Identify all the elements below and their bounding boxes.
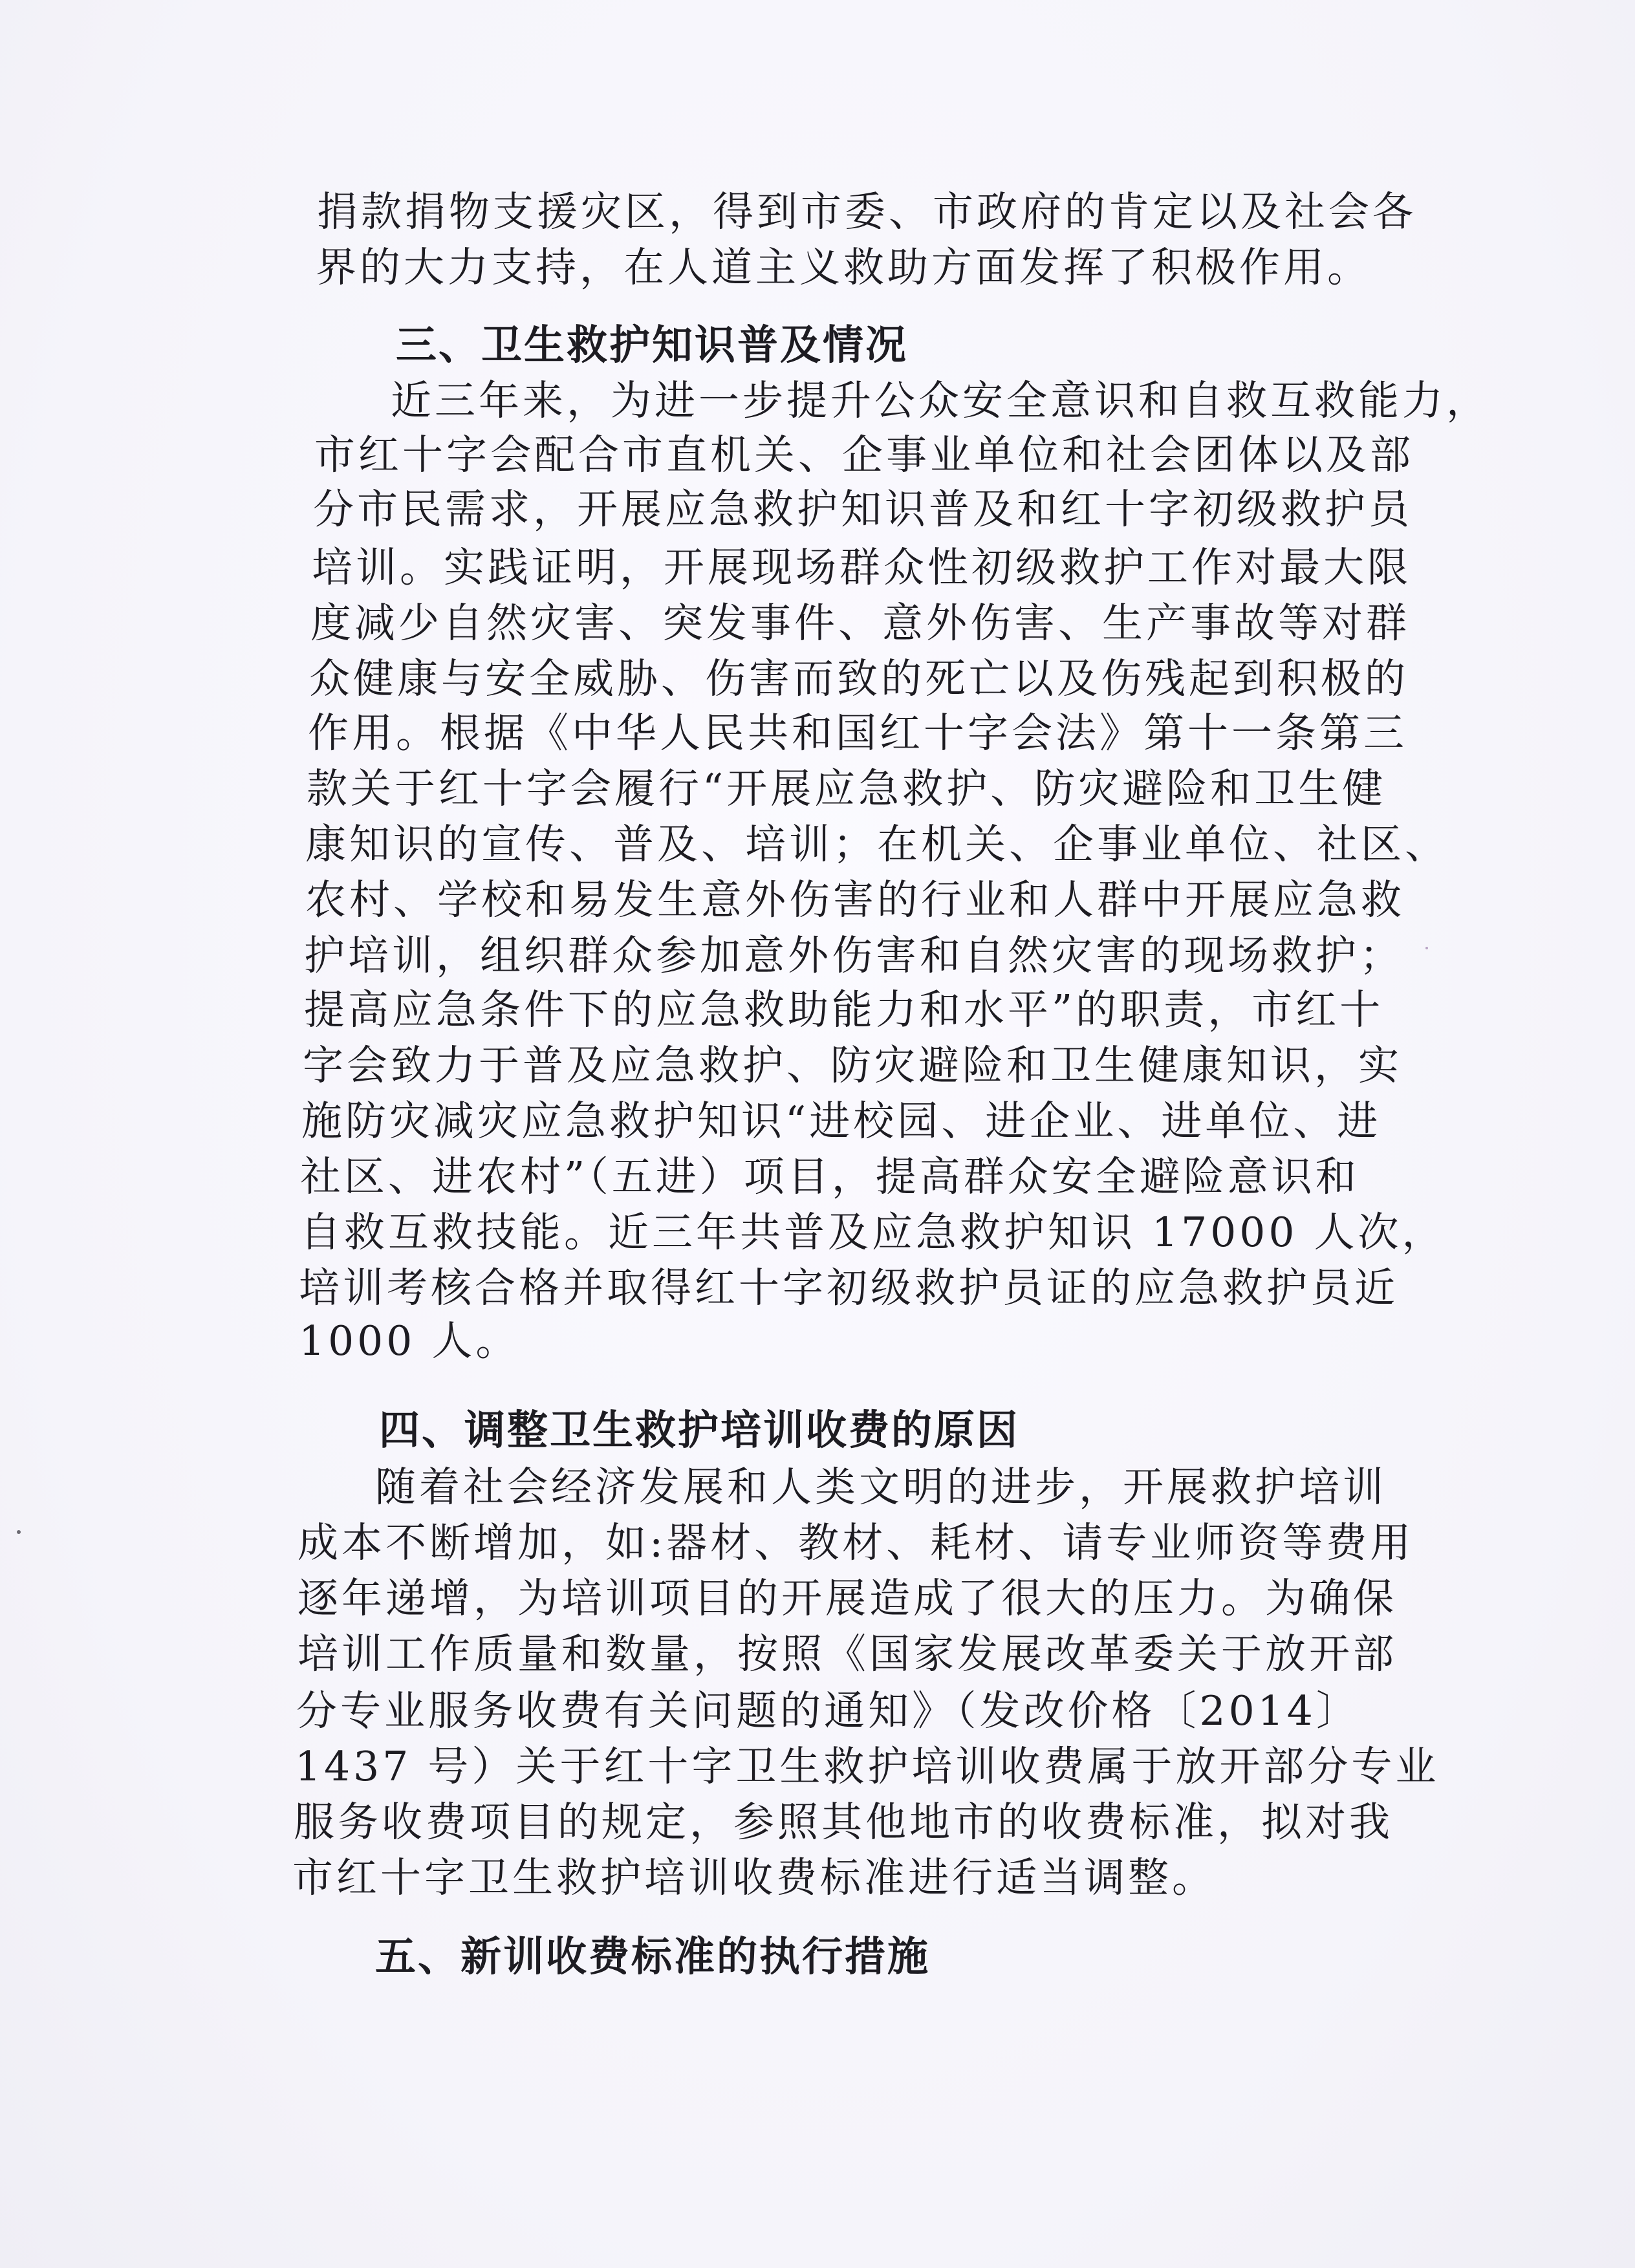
text-line: 市红十字会配合市直机关、企事业单位和社会团体以及部 bbox=[314, 431, 1414, 479]
text-line: 作用。根据《中华人民共和国红十字会法》第十一条第三 bbox=[308, 709, 1407, 757]
text-line: 施防灾减灾应急救护知识“进校园、进企业、进单位、进 bbox=[301, 1097, 1381, 1145]
scan-speck bbox=[17, 1530, 21, 1534]
text-line: 1000 人。 bbox=[299, 1317, 520, 1365]
text-line: 捐款捐物支援灾区，得到市委、市政府的肯定以及社会各 bbox=[317, 188, 1416, 235]
text-line: 众健康与安全威胁、伤害而致的死亡以及伤残起到积极的 bbox=[309, 655, 1409, 702]
text-line: 分专业服务收费有关问题的通知》（发改价格〔2014〕 bbox=[296, 1687, 1360, 1734]
text-line: 护培训，组织群众参加意外伤害和自然灾害的现场救护； bbox=[304, 932, 1403, 979]
section-heading-3: 三、卫生救护知识普及情况 bbox=[396, 321, 908, 369]
text-line: 近三年来，为进一步提升公众安全意识和自救互救能力， bbox=[391, 377, 1490, 424]
text-line: 服务收费项目的规定，参照其他地市的收费标准，拟对我 bbox=[294, 1798, 1393, 1846]
text-line: 市红十字卫生救护培训收费标准进行适当调整。 bbox=[292, 1854, 1216, 1901]
section-heading-4: 四、调整卫生救护培训收费的原因 bbox=[379, 1407, 1019, 1454]
text-line: 提高应急条件下的应急救助能力和水平”的职责，市红十 bbox=[304, 986, 1384, 1033]
text-line: 字会致力于普及应急救护、防灾避险和卫生健康知识，实 bbox=[303, 1042, 1402, 1089]
text-line: 款关于红十字会履行“开展应急救护、防灾避险和卫生健 bbox=[307, 765, 1387, 812]
text-line: 培训。实践证明，开展现场群众性初级救护工作对最大限 bbox=[312, 544, 1411, 591]
section-heading-5: 五、新训收费标准的执行措施 bbox=[375, 1933, 930, 1980]
text-line: 农村、学校和易发生意外伤害的行业和人群中开展应急救 bbox=[305, 876, 1405, 923]
text-line: 社区、进农村”（五进）项目，提高群众安全避险意识和 bbox=[300, 1153, 1359, 1200]
text-line: 逐年递增，为培训项目的开展造成了很大的压力。为确保 bbox=[298, 1575, 1397, 1622]
text-line: 培训工作质量和数量，按照《国家发展改革委关于放开部 bbox=[298, 1630, 1397, 1678]
text-line: 随着社会经济发展和人类文明的进步，开展救护培训 bbox=[375, 1463, 1387, 1511]
text-line: 度减少自然灾害、突发事件、意外伤害、生产事故等对群 bbox=[310, 599, 1410, 647]
text-line: 分市民需求，开展应急救护知识普及和红十字初级救护员 bbox=[313, 486, 1413, 533]
text-line: 自救互救技能。近三年共普及应急救护知识 17000 人次， bbox=[300, 1209, 1446, 1256]
text-line: 界的大力支持，在人道主义救助方面发挥了积极作用。 bbox=[316, 244, 1371, 291]
scan-speck bbox=[1425, 947, 1428, 949]
text-line: 成本不断增加，如:器材、教材、耗材、请专业师资等费用 bbox=[298, 1519, 1414, 1566]
text-line: 培训考核合格并取得红十字初级救护员证的应急救护员近 bbox=[299, 1264, 1398, 1312]
text-line: 康知识的宣传、普及、培训；在机关、企事业单位、社区、 bbox=[305, 821, 1449, 868]
text-line: 1437 号）关于红十字卫生救护培训收费属于放开部分专业 bbox=[295, 1743, 1440, 1790]
